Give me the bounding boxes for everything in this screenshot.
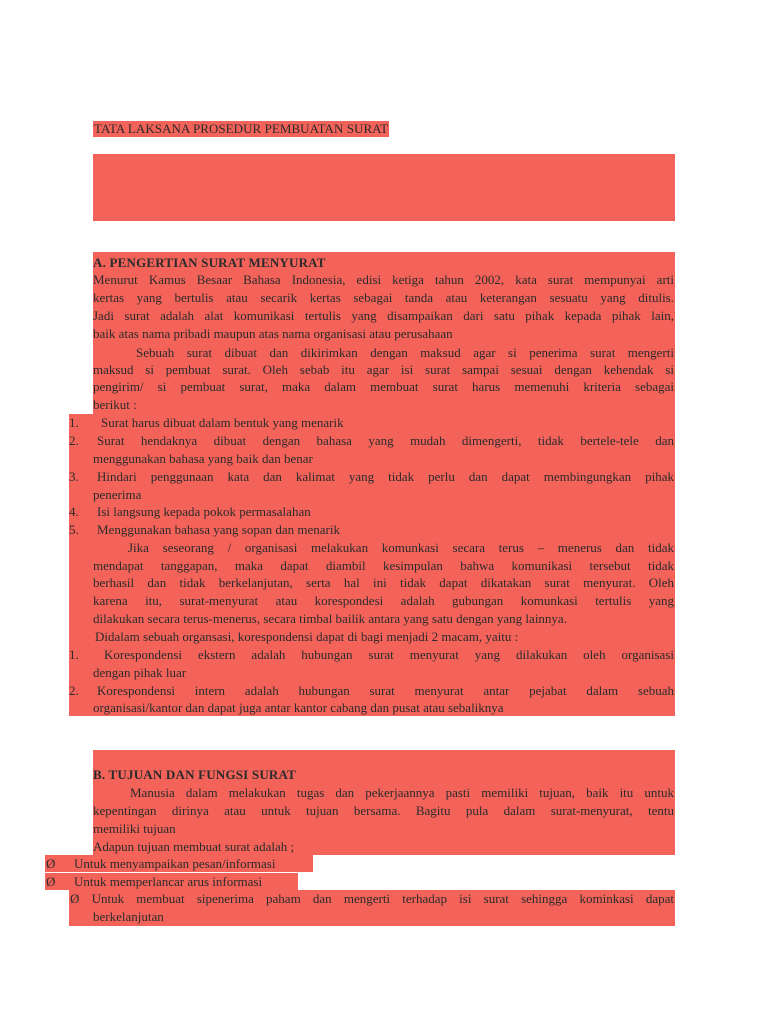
paragraph-line: Didalam sebuah organsasi, korespondensi dapat di bagi menjadi 2 macam, yaitu : [95,629,519,644]
section-heading: A. PENGERTIAN SURAT MENYURAT [93,255,326,270]
list-number: 5. [69,522,79,537]
paragraph-line: Menurut Kamus Besaar Bahasa Indonesia, edisi ketiga tahun 2002, kata surat mempunyai arti [93,272,674,287]
list-item: Menggunakan bahasa yang sopan dan menarik [97,522,340,537]
list-item-continued: organisasi/kantor dan dapat juga antar kantor cabang dan pusat atau sebaliknya [93,700,504,715]
list-number: 1. [69,415,79,430]
list-item-continued: menggunakan bahasa yang baik dan benar [93,451,313,466]
paragraph-line: kepentingan dirinya atau untuk tujuan bersama. Bagitu pula dalam surat-menyurat, tentu [93,803,674,818]
list-item: Surat harus dibuat dalam bentuk yang menarik [101,415,344,430]
list-number: 1. [69,647,79,662]
list-item: Isi langsung kepada pokok permasalahan [97,504,311,519]
list-item: Hindari penggunaan kata dan kalimat yang tidak perlu dan dapat membingungkan pihak [97,469,674,484]
bullet-item-continued: berkelanjutan [93,909,164,924]
paragraph-line: memiliki tujuan [93,821,176,836]
paragraph-line: kertas yang bertulis atau secarik kertas sebagai tanda atau keterangan sesuatu yang ditulis. [93,290,674,305]
paragraph-line: berhasil dan tidak berkelanjutan, serta hal ini tidak dapat dikatakan surat menyurat. Oleh [93,575,674,590]
bullet-item: Untuk memperlancar arus informasi [74,874,263,889]
list-number: 2. [69,683,79,698]
paragraph-line: dilakukan secara terus-menerus, secara timbal bailik antara yang satu dengan yang lainnya. [93,611,567,626]
paragraph-line: berikut : [93,397,137,412]
list-number: 4. [69,504,79,519]
paragraph-line: Adapun tujuan membuat surat adalah ; [93,839,295,854]
paragraph-line: karena itu, surat-menyurat atau korespondesi adalah gubungan komunkasi tertulis yang [93,593,674,608]
page-title: TATA LAKSANA PROSEDUR PEMBUATAN SURAT [94,121,389,136]
list-item-continued: dengan pihak luar [93,665,187,680]
bullet-item: Ø Untuk membuat sipenerima paham dan mengerti terhadap isi surat sehingga kominkasi dapat [70,891,674,906]
paragraph-line: baik atas nama pribadi maupun atas nama organisasi atau perusahaan [93,326,453,341]
paragraph-line: Manusia dalam melakukan tugas dan pekerjaannya pasti memiliki tujuan, baik itu untuk [130,785,674,800]
paragraph-line: Sebuah surat dibuat dan dikirimkan dengan maksud agar si penerima surat mengerti [136,345,674,360]
list-item: Korespondensi intern adalah hubungan surat menyurat antar pejabat dalam sebuah [97,683,674,698]
list-item: Surat hendaknya dibuat dengan bahasa yang mudah dimengerti, tidak bertele-tele dan [97,433,674,448]
paragraph-line: maksud si pembuat surat. Oleh sebab itu agar isi surat sampai sesuai dengan kehendak si [93,362,674,377]
bullet-icon: Ø [46,874,56,889]
bullet-icon: Ø [46,856,56,871]
list-number: 2. [69,433,79,448]
paragraph-line: Jadi surat adalah alat komunikasi tertulis yang disampaikan dari satu pihak kepada pihak lain, [93,308,674,323]
paragraph-line: Jika seseorang / organisasi melakukan komunkasi secara terus – menerus dan tidak [128,540,674,555]
list-item: Korespondensi ekstern adalah hubungan surat menyurat yang dilakukan oleh organisasi [104,647,674,662]
bullet-item: Untuk menyampaikan pesan/informasi [74,856,276,871]
section-heading: B. TUJUAN DAN FUNGSI SURAT [93,767,296,782]
list-number: 3. [69,469,79,484]
empty-highlight-block [93,154,675,221]
paragraph-line: pengirim/ si pembuat surat, maka dalam membuat surat harus memenuhi kriteria sebagai [93,379,674,394]
list-item-continued: penerima [93,487,142,502]
paragraph-line: mendapat tanggapan, maka dapat diambil kesimpulan bahwa komunikasi tersebut tidak [93,558,674,573]
